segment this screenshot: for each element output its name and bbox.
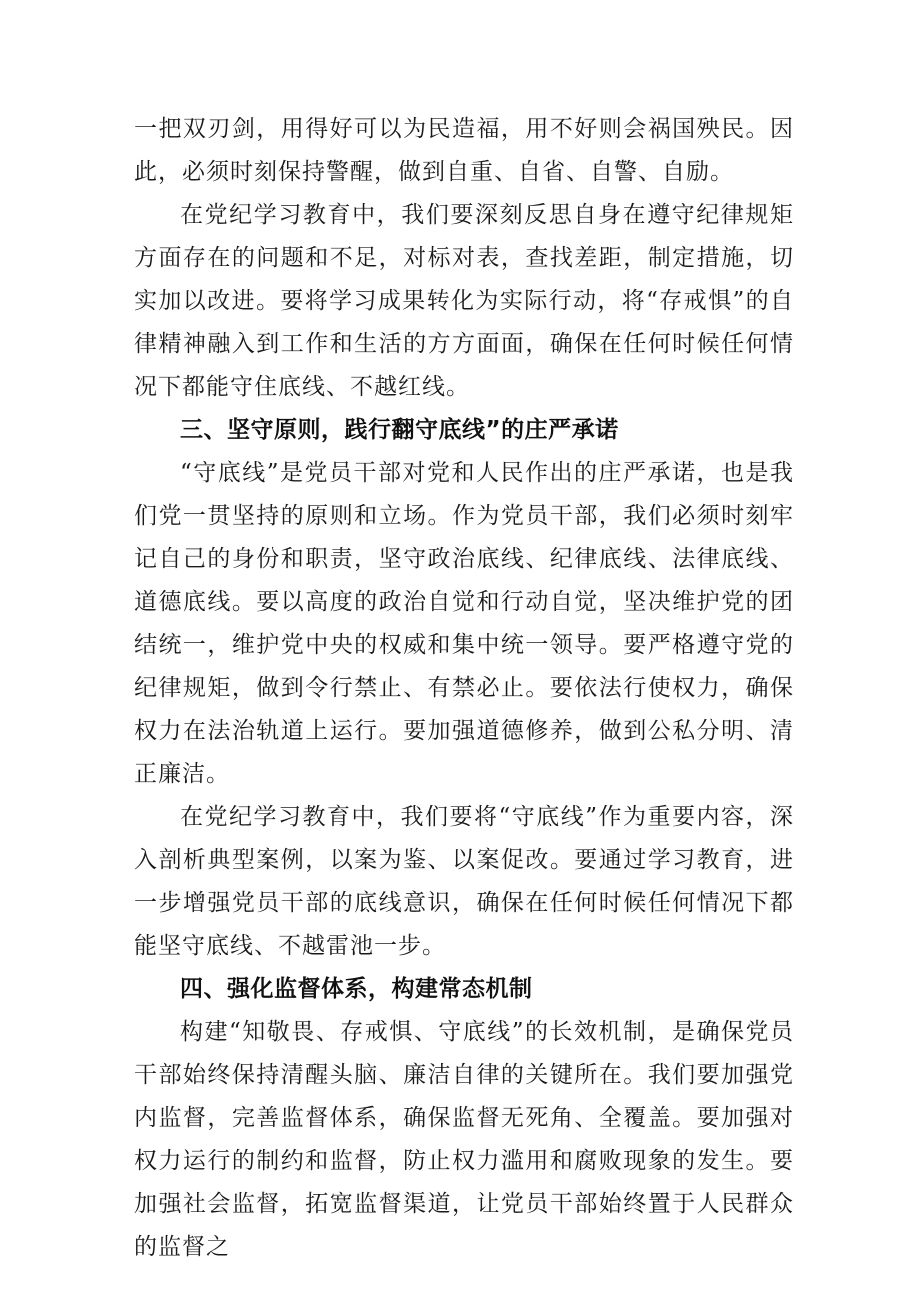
paragraph-5: 构建“知敬畏、存戒惧、守底线”的长效机制，是确保党员干部始终保持清醒头脑、廉洁自律的关键所在。我们要加强党内监督，完善监督体系，确保监督无死角、全覆盖。要加强对权力运行的制约和监督，防止权力滥用和腐败现象的发生。要加强社会监督，拓宽监督渠道，让党员干部始终置于人民群众的监督之	[134, 1019, 794, 1260]
paragraph-3: “守底线”是党员干部对党和人民作出的庄严承诺，也是我们党一贯坚持的原则和立场。作为党员干部，我们必须时刻牢记自己的身份和职责，坚守政治底线、纪律底线、法律底线、道德底线。要以高度的政治自觉和行动自觉，坚决维护党的团结统一，维护党中央的权威和集中统一领导。要严格遵守党的纪律规矩，做到令行禁止、有禁必止。要依法行使权力，确保权力在法治轨道上运行。要加强道德修养，做到公私分明、清正廉洁。	[134, 460, 794, 787]
section-heading-4: 四、强化监督体系，构建常态机制	[180, 976, 533, 1002]
paragraph-1: 一把双刃剑，用得好可以为民造福，用不好则会祸国殃民。因此，必须时刻保持警醒，做到自重、自省、自警、自励。	[134, 116, 794, 185]
section-heading-3: 三、坚守原则，践行翻守底线”的庄严承诺	[180, 417, 619, 443]
document-body	[134, 108, 794, 1269]
paragraph-2: 在党纪学习教育中，我们要深刻反思自身在遵守纪律规矩方面存在的问题和不足，对标对表，查找差距，制定措施，切实加以改进。要将学习成果转化为实际行动，将“存戒惧”的自律精神融入到工作和生活的方方面面，确保在任何时候任何情况下都能守住底线、不越红线。	[134, 202, 794, 400]
paragraph-4: 在党纪学习教育中，我们要将“守底线”作为重要内容，深入剖析典型案例，以案为鉴、以案促改。要通过学习教育，进一步增强党员干部的底线意识，确保在任何时候任何情况下都能坚守底线、不越雷池一步。	[134, 804, 794, 959]
